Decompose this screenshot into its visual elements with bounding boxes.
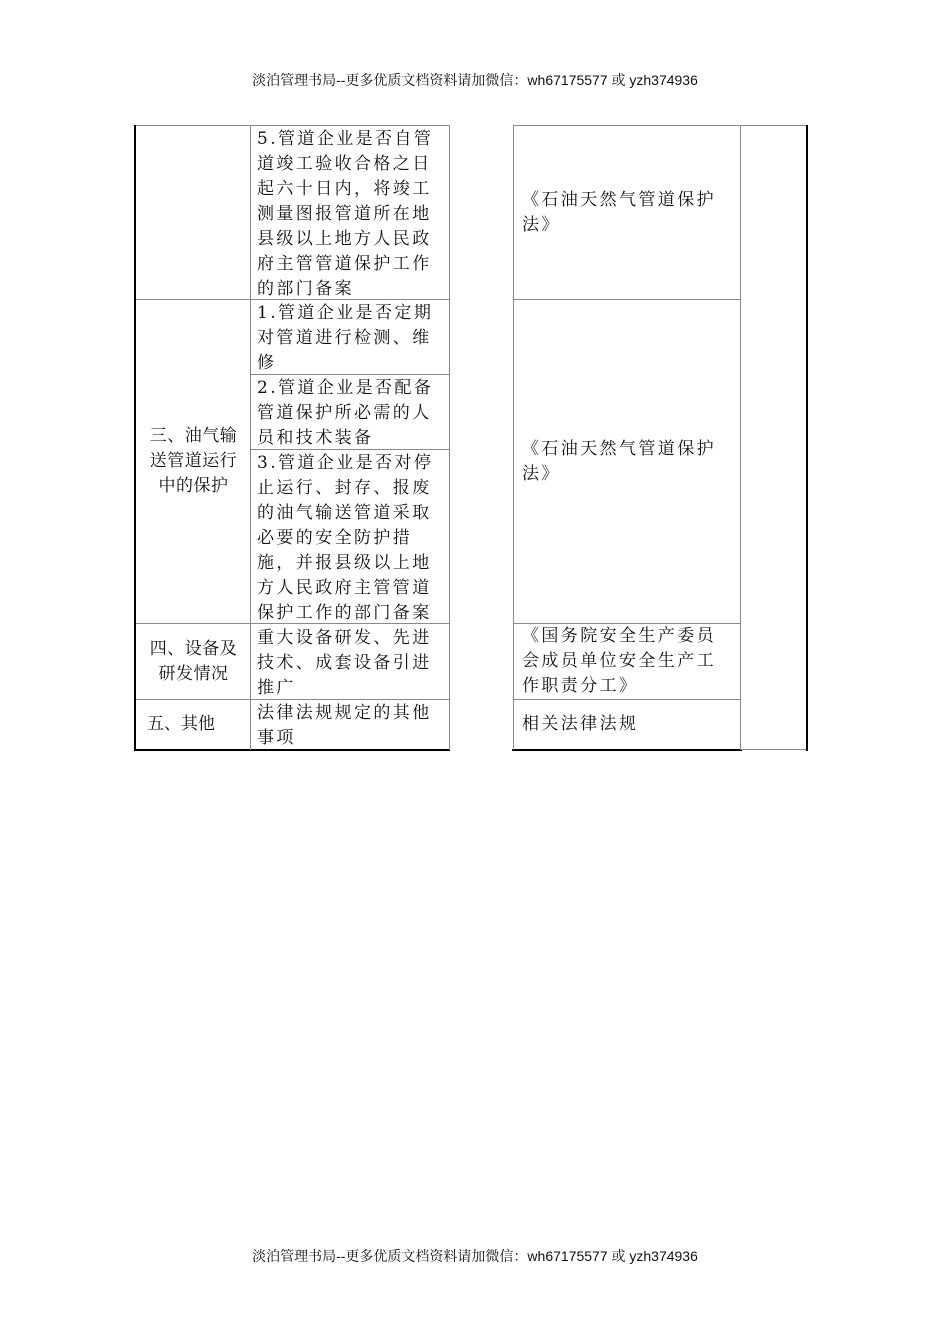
legal-basis-cell: 《石油天然气管道保护法》: [522, 438, 716, 484]
page-footer: 淡泊管理书局--更多优质文档资料请加微信：wh67175577 或 yzh374936: [252, 1248, 698, 1264]
legal-basis-cell: 《国务院安全生产委员会成员单位安全生产工作职责分工》: [522, 626, 716, 696]
category-cell: 五、其他: [147, 714, 215, 734]
category-cell: 三、油气输送管道运行中的保护: [149, 426, 238, 496]
check-item-cell: 5.管道企业是否自管道竣工验收合格之日起六十日内，将竣工测量图报管道所在地县级以上地方人民政府主管管道保护工作的部门备案: [257, 129, 434, 299]
category-cell: 四、设备及研发情况: [149, 638, 238, 684]
check-item-cell: 3.管道企业是否对停止运行、封存、报废的油气输送管道采取必要的安全防护措施，并报县级以上地方人民政府主管管道保护工作的部门备案: [257, 453, 434, 623]
column-divider: [250, 125, 251, 750]
table-bottom-border: [741, 749, 808, 750]
check-item-cell: 重大设备研发、先进技术、成套设备引进推广: [257, 628, 432, 698]
check-item-cell: 1.管道企业是否定期对管道进行检测、维修: [257, 303, 434, 373]
column-divider: [449, 125, 450, 750]
table-left-border: [134, 125, 136, 751]
legal-basis-cell: 《石油天然气管道保护法》: [522, 189, 716, 235]
column-divider: [740, 125, 741, 750]
table-right-border: [806, 125, 808, 751]
check-item-cell: 法律法规规定的其他事项: [257, 703, 432, 748]
legal-basis-cell: 相关法律法规: [522, 714, 639, 734]
table-bottom-border: [512, 749, 742, 751]
check-item-cell: 2.管道企业是否配备管道保护所必需的人员和技术装备: [257, 378, 434, 448]
page-header: 淡泊管理书局--更多优质文档资料请加微信：wh67175577 或 yzh374936: [252, 72, 698, 88]
table-top-border: [135, 125, 449, 126]
